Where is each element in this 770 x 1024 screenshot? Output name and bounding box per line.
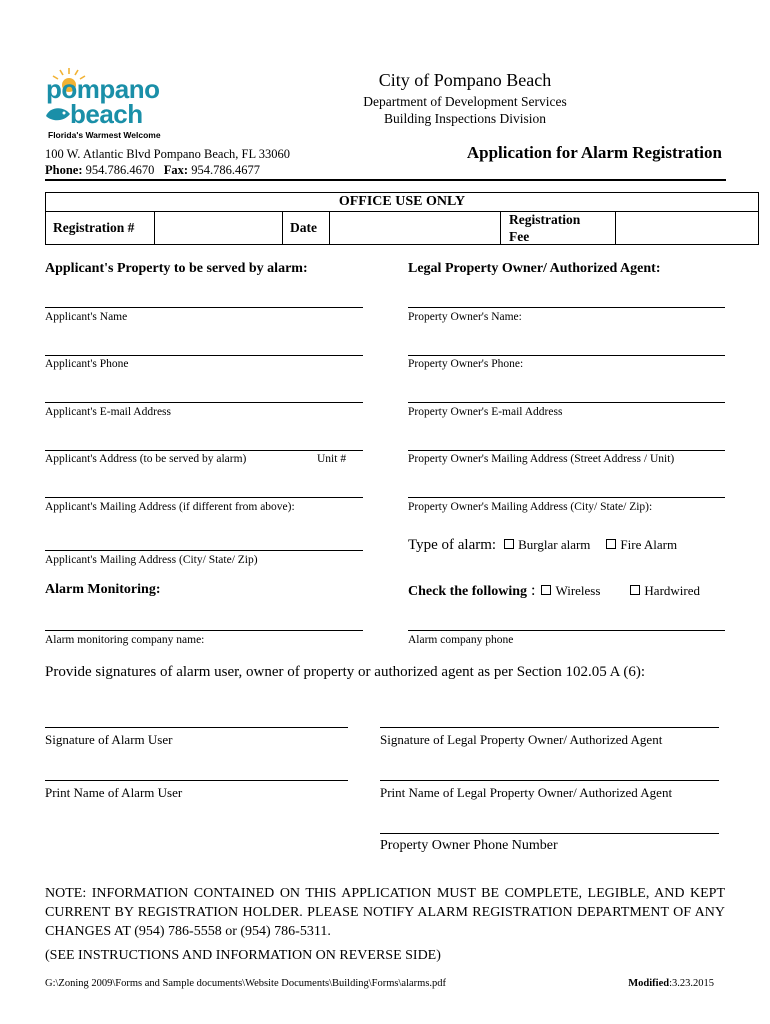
phone-label: Phone: [45, 163, 83, 177]
fee-label-line1: Registration [509, 211, 581, 227]
fax-label: Fax: [163, 163, 189, 177]
office-use-row [46, 211, 758, 244]
applicant-phone-field[interactable] [45, 355, 363, 356]
owner-section-title: Legal Property Owner/ Authorized Agent: [408, 261, 661, 276]
burglar-alarm-option[interactable] [504, 537, 590, 552]
fee-label-text [509, 211, 580, 245]
signature-instructions: Provide signatures of alarm user, owner of property or authorized agent as per Section 102.05 A (6): [45, 664, 646, 680]
fee-label-line2: Fee [509, 228, 530, 244]
signature-user-label: Signature of Alarm User [45, 732, 173, 747]
street-address: 100 W. Atlantic Blvd Pompano Beach, FL 33060 [45, 147, 291, 161]
city-title: City of Pompano Beach [378, 70, 552, 90]
header-divider [45, 179, 726, 181]
owner-phone-number-label: Property Owner Phone Number [380, 838, 558, 853]
applicant-email-label: Applicant's E-mail Address [45, 406, 171, 418]
applicant-name-label: Applicant's Name [45, 311, 128, 323]
alarm-monitoring-title: Alarm Monitoring: [45, 582, 161, 597]
applicant-mailing-csz-label: Applicant's Mailing Address (City/ State/ Zip) [45, 554, 258, 566]
logo-tagline: Florida's Warmest Welcome [48, 130, 161, 140]
owner-phone-field[interactable] [408, 355, 725, 356]
phone-number: 954.786.4670 [85, 163, 155, 177]
applicant-mailing-csz-field[interactable] [45, 550, 363, 551]
print-owner-field[interactable] [380, 780, 719, 781]
department-block [0, 93, 770, 127]
department-name: Department of Development Services [363, 94, 567, 109]
hardwired-checkbox[interactable] [630, 585, 640, 595]
owner-name-label: Property Owner's Name: [408, 311, 522, 323]
alarm-type-label: Type of alarm: [408, 537, 497, 553]
registration-number-field[interactable] [155, 211, 283, 244]
applicant-section-title: Applicant's Property to be served by alarm: [45, 261, 308, 276]
owner-mailing-street-field[interactable] [408, 450, 725, 451]
burglar-alarm-checkbox[interactable] [504, 539, 514, 549]
check-following-group [408, 582, 700, 600]
registration-fee-label [501, 211, 616, 244]
owner-name-field[interactable] [408, 307, 725, 308]
owner-email-label: Property Owner's E-mail Address [408, 406, 563, 418]
fire-alarm-checkbox[interactable] [606, 539, 616, 549]
wireless-option[interactable] [541, 583, 600, 598]
fax-number: 954.786.4677 [191, 163, 260, 177]
instructions-note: (SEE INSTRUCTIONS AND INFORMATION ON REVERSE SIDE) [45, 948, 441, 963]
logo-word-pompano: pompano [46, 74, 160, 104]
wireless-checkbox[interactable] [541, 585, 551, 595]
monitoring-company-field[interactable] [45, 630, 363, 631]
hardwired-option[interactable] [630, 583, 700, 598]
company-phone-field[interactable] [408, 630, 725, 631]
registration-number-label: Registration # [46, 211, 155, 244]
fire-alarm-option[interactable] [606, 537, 677, 552]
date-label: Date [283, 211, 330, 244]
check-following-label: Check the following [408, 584, 527, 599]
applicant-phone-label: Applicant's Phone [45, 358, 129, 370]
print-user-field[interactable] [45, 780, 348, 781]
contact-block [45, 146, 290, 178]
registration-fee-field[interactable] [616, 211, 758, 244]
owner-mailing-csz-field[interactable] [408, 497, 725, 498]
signature-owner-field[interactable] [380, 727, 719, 728]
wireless-text: Wireless [555, 583, 601, 598]
print-user-label: Print Name of Alarm User [45, 785, 183, 800]
signature-user-field[interactable] [45, 727, 348, 728]
phone-fax-line [45, 162, 290, 178]
applicant-email-field[interactable] [45, 402, 363, 403]
unit-label: Unit # [317, 453, 347, 465]
applicant-mailing-label: Applicant's Mailing Address (if different from above): [45, 501, 295, 513]
applicant-address-field[interactable] [45, 450, 363, 451]
form-title: Application for Alarm Registration [466, 143, 722, 162]
owner-phone-number-field[interactable] [380, 833, 719, 834]
modified-date: :3.23.2015 [669, 978, 714, 989]
applicant-mailing-field[interactable] [45, 497, 363, 498]
modified-label: Modified [628, 978, 670, 989]
fire-alarm-text: Fire Alarm [620, 537, 678, 552]
applicant-name-field[interactable] [45, 307, 363, 308]
owner-email-field[interactable] [408, 402, 725, 403]
office-use-table [45, 192, 759, 245]
monitoring-company-label: Alarm monitoring company name: [45, 634, 205, 646]
owner-mailing-csz-label: Property Owner's Mailing Address (City/ State/ Zip): [408, 501, 653, 513]
file-path: G:\Zoning 2009\Forms and Sample documents\Website Documents\Building\Forms\alarms.pdf [45, 978, 447, 989]
burglar-alarm-text: Burglar alarm [518, 537, 591, 552]
office-use-title: OFFICE USE ONLY [46, 193, 758, 212]
alarm-type-group [408, 536, 677, 554]
division-name: Building Inspections Division [384, 111, 546, 126]
signature-owner-label: Signature of Legal Property Owner/ Authorized Agent [380, 732, 663, 747]
owner-mailing-street-label: Property Owner's Mailing Address (Street Address / Unit) [408, 453, 675, 465]
date-field[interactable] [330, 211, 501, 244]
registration-note: NOTE: INFORMATION CONTAINED ON THIS APPLICATION MUST BE COMPLETE, LEGIBLE, AND KEPT CURRENT BY REGISTRATION HOLDER. PLEASE NOTIFY ALARM REGISTRATION DEPARTMENT OF ANY CHANGES AT (954) 786-5558 or (954) 786-5311. [45, 886, 725, 939]
company-phone-label: Alarm company phone [408, 634, 514, 646]
check-following-colon: : [531, 582, 536, 599]
logo-word-beach: beach [70, 99, 143, 129]
applicant-address-label: Applicant's Address (to be served by alarm) [45, 453, 247, 465]
owner-phone-label: Property Owner's Phone: [408, 358, 524, 370]
modified-date-line [628, 978, 714, 989]
print-owner-label: Print Name of Legal Property Owner/ Authorized Agent [380, 785, 673, 800]
hardwired-text: Hardwired [644, 583, 701, 598]
